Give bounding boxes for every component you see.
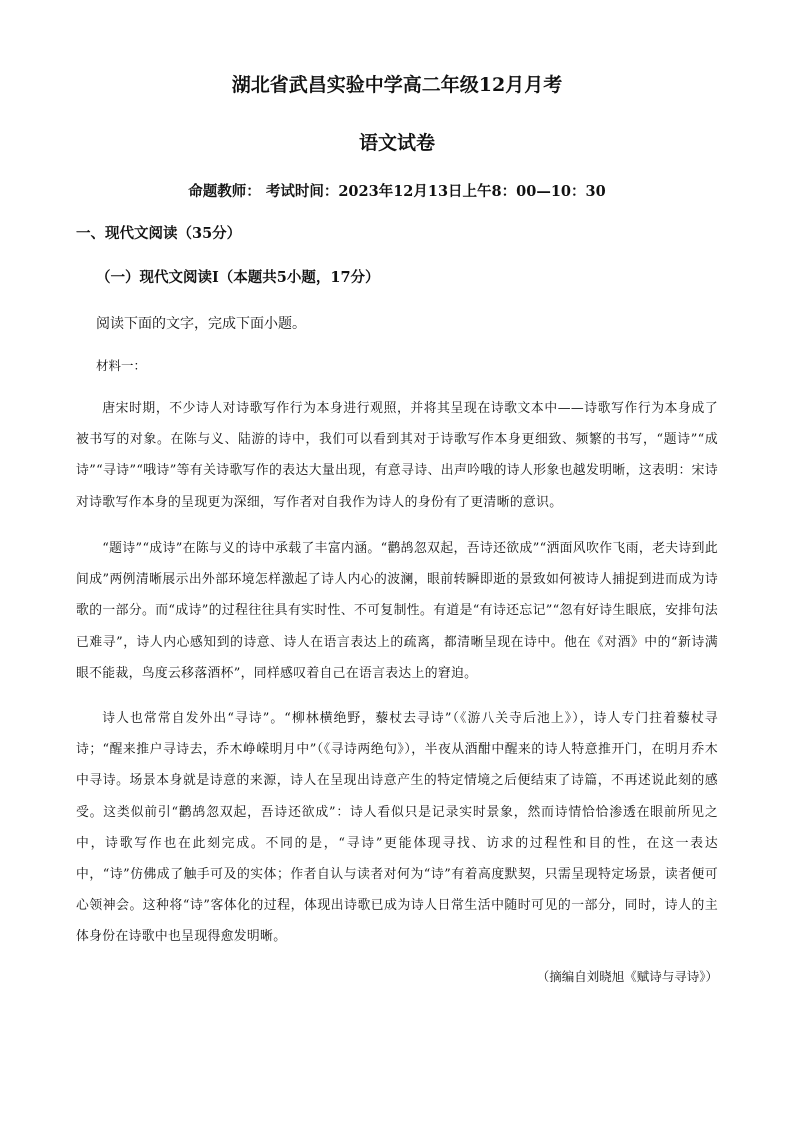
subject-title: 语文试卷: [358, 132, 435, 154]
section-heading: 一、现代文阅读（35分）: [76, 225, 242, 242]
source-citation: （摘编自刘晓旭《赋诗与寻诗》）: [536, 969, 718, 984]
exam-title: 湖北省武昌实验中学高二年级12月月考: [231, 74, 563, 96]
paragraph-1: 唐宋时期，不少诗人对诗歌写作行为本身进行观照，并将其呈现在诗歌文本中——诗歌写作行为本身成了被书写的对象。在陈与义、陆游的诗中，我们可以看到其对于诗歌写作本身更细致、频繁的书写，“题诗”“成诗”“寻诗”“哦诗”等有关诗歌写作的表达大量出现，有意寻诗、出声吟哦的诗人形象也越发明晰，这表明：宋诗对诗歌写作本身的呈现更为深细，写作者对自我作为诗人的身份有了更清晰的意识。: [76, 401, 718, 510]
paragraph-2: “题诗”“成诗”在陈与义的诗中承载了丰富内涵。“鹳鸪忽双起，吾诗还欲成”“洒面风吹作飞雨，老夫诗到此间成”两例清晰展示出外部环境怎样激起了诗人内心的波澜，眼前转瞬即逝的景致如何被诗人捕捉到进而成为诗歌的一部分。而“成诗”的过程往往具有实时性、不可复制性。有道是“有诗还忘记”“忽有好诗生眼底，安排句法已难寻”，诗人内心感知到的诗意、诗人在语言表达上的疏离，都清晰呈现在诗中。他在《对酒》中的“新诗满眼不能裁，鸟度云移落酒杯”，同样感叹着自己在语言表达上的窘迫。: [76, 541, 718, 681]
instruction-text: 阅读下面的文字，完成下面小题。: [96, 316, 306, 332]
paragraph-3: 诗人也常常自发外出“寻诗”。“柳林横绝野，藜杖去寻诗”（《游八关寺后池上》），诗人专门拄着藜杖寻诗；“醒来推户寻诗去，乔木峥嵘明月中”（《寻诗两绝句》），半夜从酒酣中醒来的诗人特意推开门，在明月乔木中寻诗。场景本身就是诗意的来源，诗人在呈现出诗意产生的特定情境之后便结束了诗篇，不再述说此刻的感受。这类似前引“鹳鸪忽双起，吾诗还欲成”：诗人看似只是记录实时景象，然而诗情恰恰渗透在眼前所见之中，诗歌写作也在此刻完成。不同的是，“寻诗”更能体现寻找、访求的过程性和目的性，在这一表达中，“诗”仿佛成了触手可及的实体；作者自认与读者对何为“诗”有着高度默契，只需呈现特定场景，读者便可心领神会。这种将“诗”客体化的过程，体现出诗歌已成为诗人日常生活中随时可见的一部分，同时，诗人的主体身份在诗歌中也呈现得愈发明晰。: [76, 711, 718, 945]
sub-section-heading: （一）现代文阅读Ⅰ（本题共5小题，17分）: [96, 269, 380, 286]
material-label: 材料一：: [96, 358, 147, 373]
exam-meta: 命题教师： 考试时间：2023年12月13日上午8：00—10：30: [188, 183, 606, 200]
